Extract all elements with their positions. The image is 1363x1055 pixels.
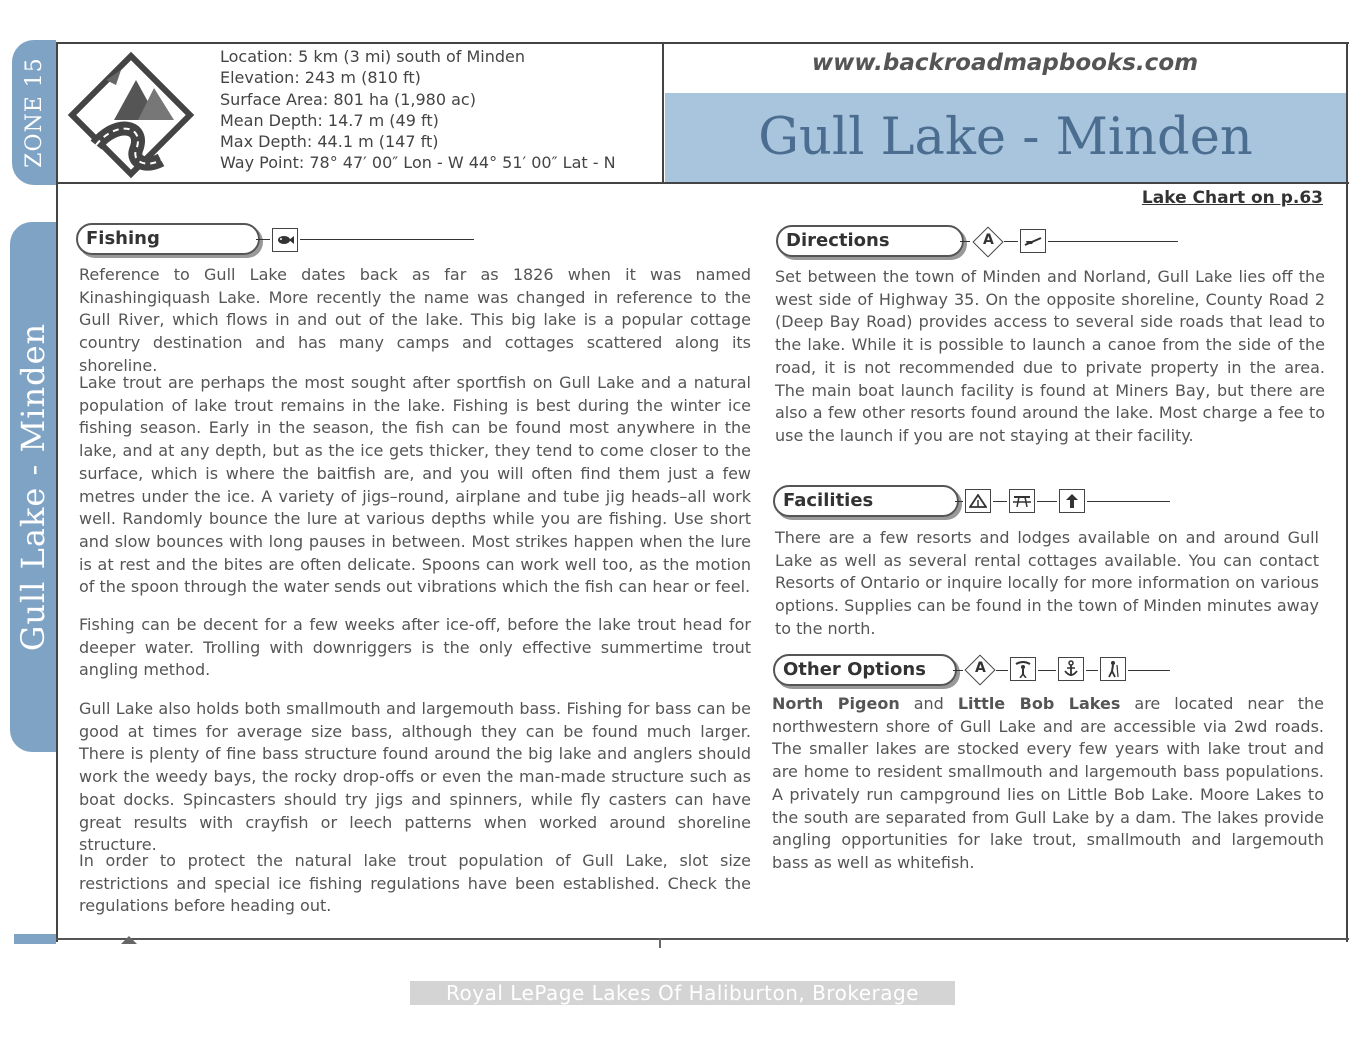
bottom-tab-marker	[14, 934, 56, 944]
zone-label: ZONE 15	[21, 57, 47, 168]
facilities-paragraph: There are a few resorts and lodges available on and around Gull Lake as well as several rental cottages available. You can contact Resorts of Ontario or inquire locally for more information on various options. Supplies can be found in the town of Minden minutes away to the north.	[775, 528, 1319, 638]
frame-bottom-border	[56, 938, 1349, 940]
directions-heading: Directions	[776, 225, 964, 257]
heading-rule	[1128, 670, 1170, 671]
website-link[interactable]: www.backroadmapbooks.com	[811, 50, 1199, 76]
hiking-icon	[1100, 657, 1126, 681]
heading-connector	[960, 241, 970, 242]
lake-info	[220, 46, 616, 174]
picnic-table-icon	[1009, 489, 1035, 513]
mean-depth-text: Mean Depth: 14.7 m (49 ft)	[220, 110, 439, 130]
boat-launch-icon	[1020, 229, 1046, 253]
heading-connector	[955, 501, 963, 502]
heading-connector	[1086, 670, 1098, 671]
portage-icon	[1010, 657, 1036, 681]
campground-icon	[965, 489, 991, 513]
fishing-paragraph-4: Gull Lake also holds both smallmouth and largemouth bass. Fishing for bass can be good at times for average size bass, although they can be found much larger. There is plenty of fine bass structure found around the big lake and anglers should work the weedy bays, the rocky drop-offs or even the man-made structure such as boat docks. Spincasters should try jigs and spinners, while fly casters can have great results with crayfish or leech patterns when worked around shoreline structure.	[79, 699, 751, 855]
frame-right-border	[1346, 42, 1348, 942]
bottom-divider-tick	[659, 938, 661, 948]
north-pigeon-label: North Pigeon	[772, 694, 900, 713]
heading-rule	[300, 239, 474, 240]
backroad-logo-icon	[66, 50, 196, 180]
facilities-heading: Facilities	[773, 485, 959, 517]
location-text: Location: 5 km (3 mi) south of Minden	[220, 47, 526, 66]
resort-icon	[1059, 489, 1085, 513]
fishing-paragraph-1: Reference to Gull Lake dates back as far as 1826 when it was named Kinashingiquash Lake. More recently the name was changed in reference to the Gull River, which flows in and out of the lake. This big lake is a popular cottage country destination and has many camps and cottages scattered along its shoreline.	[79, 265, 751, 375]
side-tab-label: Gull Lake - Minden	[14, 322, 53, 652]
little-bob-lakes-label: Little Bob Lakes	[957, 694, 1121, 713]
max-depth-text: Max Depth: 44.1 m (147 ft)	[220, 132, 439, 152]
lake-chart-link[interactable]: Lake Chart on p.63	[1141, 188, 1323, 208]
heading-connector	[993, 501, 1007, 502]
fishing-paragraph-3: Fishing can be decent for a few weeks after ice-off, before the lake trout head for deeper water. Trolling with downriggers is the only effective summertime trout angling method.	[79, 615, 751, 680]
fishing-paragraph-5: In order to protect the natural lake trout population of Gull Lake, slot size restrictions and special ice fishing regulations have been established. Check the regulations before heading out.	[79, 851, 751, 916]
access-a-icon: A	[965, 655, 995, 685]
other-options-paragraph: North Pigeon and Little Bob Lakes are located near the northwestern shore of Gull Lake and are accessible via 2wd roads. The smaller lakes are stocked every few years with lake trout and are home to resident smallmouth and largemouth bass populations. A privately run campground lies on Little Bob Lake. Moore Lakes to the south are separated from Gull Lake by a dam. The lakes provide angling opportunities for lake trout, smallmouth and largemouth bass as well as whitefish.	[772, 694, 1325, 872]
heading-connector	[256, 239, 270, 240]
header-divider	[662, 42, 664, 184]
way-point-text: Way Point: 78° 47′ 00″ Lon - W 44° 51′ 00″ Lat - N	[220, 153, 616, 173]
directions-paragraph: Set between the town of Minden and Norland, Gull Lake lies off the west side of Highway 35. On the opposite shoreline, County Road 2 (Deep Bay Road) provides access to several side roads that lead to the lake. While it is possible to launch a canoe from the side of the road, it is not recommended due to private property in the area. The main boat launch facility is found at Miners Bay, but there are also a few other resorts found around the lake. Most charge a fee to use the launch if you are not staying at their facility.	[775, 267, 1325, 445]
heading-connector	[953, 670, 963, 671]
brokerage-watermark: Royal LePage Lakes Of Haliburton, Brokerage	[410, 981, 955, 1005]
other-options-heading: Other Options	[773, 654, 957, 686]
fishing-paragraph-2: Lake trout are perhaps the most sought after sportfish on Gull Lake and a natural population of lake trout remains in the lake. Fishing is best during the winter ice fishing season. Early in the season, the fish can be found most anywhere in the lake, and at any depth, but as the ice gets thicker, they tend to come closer to the surface, which is where the baitfish are, and you will often find them just a few metres under the ice. A variety of jigs–round, airplane and tube jig heads–all work well. Randomly bounce the lure at various depths while you are fishing. Use short and slow bounces with long pauses in between. Most strikes happen when the lure is at rest and the bites are often delicate. Spoons can work well too, as the motion of the spoon through the water sends out vibrations which the fish can hear or feel.	[79, 373, 751, 597]
fish-icon	[272, 228, 298, 252]
frame-left-border	[56, 42, 58, 942]
heading-connector	[1037, 501, 1057, 502]
surface-area-text: Surface Area: 801 ha (1,980 ac)	[220, 89, 476, 109]
heading-connector	[1004, 241, 1018, 242]
frame-top-border	[56, 42, 1349, 44]
heading-connector	[996, 670, 1008, 671]
page-title: Gull Lake - Minden	[758, 108, 1253, 167]
fishing-heading: Fishing	[76, 223, 260, 255]
heading-rule	[1087, 501, 1170, 502]
bottom-triangle-marker	[121, 936, 137, 944]
anchor-icon	[1058, 657, 1084, 681]
heading-rule	[1048, 241, 1178, 242]
elevation-text: Elevation: 243 m (810 ft)	[220, 68, 421, 88]
access-a-icon: A	[973, 227, 1003, 257]
header-separator	[56, 182, 1349, 184]
heading-connector	[1038, 670, 1056, 671]
